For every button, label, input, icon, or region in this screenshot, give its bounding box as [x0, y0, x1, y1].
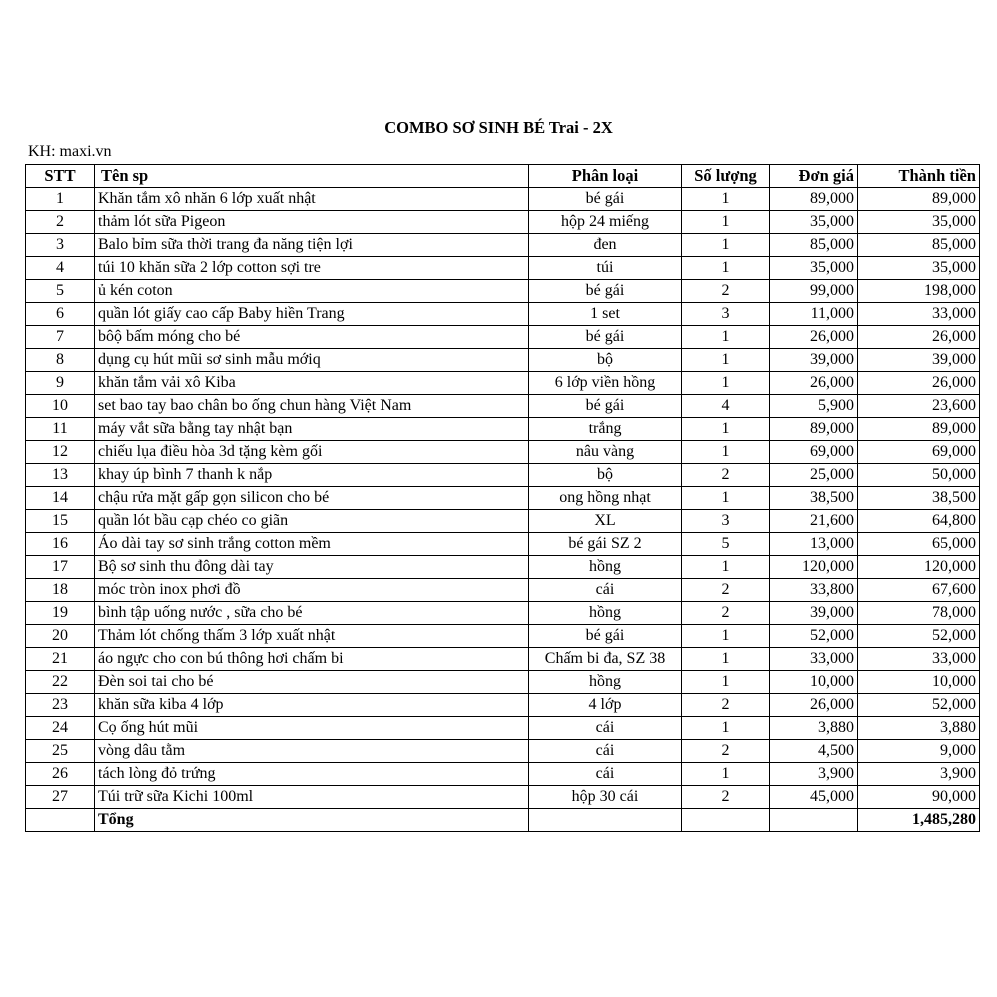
cell-amount: 52,000 — [858, 694, 980, 717]
cell-name: tách lòng đỏ trứng — [95, 763, 529, 786]
cell-stt: 13 — [26, 464, 95, 487]
cell-type: bé gái — [529, 625, 682, 648]
header-qty: Số lượng — [682, 165, 770, 188]
cell-name: chậu rửa mặt gấp gọn silicon cho bé — [95, 487, 529, 510]
cell-amount: 85,000 — [858, 234, 980, 257]
table-row — [26, 211, 980, 234]
cell-price: 35,000 — [770, 257, 858, 280]
header-price: Đơn giá — [770, 165, 858, 188]
cell-qty: 1 — [682, 625, 770, 648]
cell-qty: 1 — [682, 487, 770, 510]
cell-stt: 17 — [26, 556, 95, 579]
cell-price: 39,000 — [770, 602, 858, 625]
table-row — [26, 648, 980, 671]
cell-price: 39,000 — [770, 349, 858, 372]
table-row — [26, 602, 980, 625]
cell-price: 99,000 — [770, 280, 858, 303]
cell-name: máy vắt sữa bằng tay nhật bạn — [95, 418, 529, 441]
cell-stt: 1 — [26, 188, 95, 211]
cell-amount: 38,500 — [858, 487, 980, 510]
cell-name: túi 10 khăn sữa 2 lớp cotton sợi tre — [95, 257, 529, 280]
cell-price: 52,000 — [770, 625, 858, 648]
cell-stt: 20 — [26, 625, 95, 648]
cell-amount: 198,000 — [858, 280, 980, 303]
header-type: Phân loại — [529, 165, 682, 188]
table-row — [26, 510, 980, 533]
cell-amount: 69,000 — [858, 441, 980, 464]
cell-qty: 2 — [682, 464, 770, 487]
table-row — [26, 234, 980, 257]
cell-name: thảm lót sữa Pigeon — [95, 211, 529, 234]
header-amount: Thành tiền — [858, 165, 980, 188]
cell-price: 89,000 — [770, 418, 858, 441]
cell-price: 5,900 — [770, 395, 858, 418]
cell-price: 45,000 — [770, 786, 858, 809]
table-row — [26, 257, 980, 280]
table-row — [26, 303, 980, 326]
cell-qty: 2 — [682, 786, 770, 809]
cell-name: khăn tắm vải xô Kiba — [95, 372, 529, 395]
table-row — [26, 556, 980, 579]
cell-qty: 2 — [682, 740, 770, 763]
cell-type: Chấm bi đa, SZ 38 — [529, 648, 682, 671]
cell-amount: 9,000 — [858, 740, 980, 763]
cell-amount: 10,000 — [858, 671, 980, 694]
cell-stt: 24 — [26, 717, 95, 740]
total-empty-cell — [682, 809, 770, 832]
cell-amount: 52,000 — [858, 625, 980, 648]
cell-type: trắng — [529, 418, 682, 441]
cell-type: hồng — [529, 671, 682, 694]
cell-amount: 120,000 — [858, 556, 980, 579]
cell-amount: 89,000 — [858, 188, 980, 211]
cell-price: 4,500 — [770, 740, 858, 763]
total-empty-cell — [770, 809, 858, 832]
cell-amount: 67,600 — [858, 579, 980, 602]
cell-price: 26,000 — [770, 326, 858, 349]
cell-price: 26,000 — [770, 372, 858, 395]
cell-qty: 5 — [682, 533, 770, 556]
cell-name: áo ngực cho con bú thông hơi chấm bi — [95, 648, 529, 671]
total-empty-cell — [529, 809, 682, 832]
cell-stt: 25 — [26, 740, 95, 763]
cell-name: quần lót giấy cao cấp Baby hiền Trang — [95, 303, 529, 326]
cell-type: XL — [529, 510, 682, 533]
cell-type: hồng — [529, 556, 682, 579]
total-amount: 1,485,280 — [858, 809, 980, 832]
cell-amount: 65,000 — [858, 533, 980, 556]
order-table — [25, 164, 980, 832]
cell-price: 85,000 — [770, 234, 858, 257]
table-row — [26, 487, 980, 510]
cell-type: túi — [529, 257, 682, 280]
cell-amount: 64,800 — [858, 510, 980, 533]
cell-amount: 3,880 — [858, 717, 980, 740]
table-row — [26, 372, 980, 395]
header-stt: STT — [26, 165, 95, 188]
cell-name: Cọ ống hút mũi — [95, 717, 529, 740]
table-row — [26, 349, 980, 372]
cell-name: set bao tay bao chân bo ống chun hàng Việt Nam — [95, 395, 529, 418]
cell-name: bình tập uống nước , sữa cho bé — [95, 602, 529, 625]
cell-type: bé gái — [529, 280, 682, 303]
table-row — [26, 579, 980, 602]
cell-stt: 2 — [26, 211, 95, 234]
cell-qty: 1 — [682, 349, 770, 372]
cell-type: nâu vàng — [529, 441, 682, 464]
cell-qty: 2 — [682, 694, 770, 717]
cell-stt: 12 — [26, 441, 95, 464]
cell-price: 11,000 — [770, 303, 858, 326]
page-title: COMBO SƠ SINH BÉ Trai - 2X — [384, 118, 613, 137]
table-row — [26, 763, 980, 786]
cell-price: 33,000 — [770, 648, 858, 671]
cell-stt: 19 — [26, 602, 95, 625]
cell-price: 3,880 — [770, 717, 858, 740]
cell-qty: 1 — [682, 418, 770, 441]
cell-stt: 26 — [26, 763, 95, 786]
cell-amount: 23,600 — [858, 395, 980, 418]
cell-type: bé gái SZ 2 — [529, 533, 682, 556]
cell-name: khăn sữa kiba 4 lớp — [95, 694, 529, 717]
total-empty-cell — [26, 809, 95, 832]
cell-type: bé gái — [529, 326, 682, 349]
cell-price: 69,000 — [770, 441, 858, 464]
cell-name: khay úp bình 7 thanh k nắp — [95, 464, 529, 487]
table-row — [26, 418, 980, 441]
cell-name: Khăn tắm xô nhăn 6 lớp xuất nhật — [95, 188, 529, 211]
customer-label: KH: maxi.vn — [28, 143, 112, 160]
cell-stt: 23 — [26, 694, 95, 717]
cell-price: 21,600 — [770, 510, 858, 533]
table-header-row — [26, 165, 980, 188]
cell-name: Thảm lót chống thấm 3 lớp xuất nhật — [95, 625, 529, 648]
cell-qty: 1 — [682, 717, 770, 740]
table-row — [26, 625, 980, 648]
cell-name: ủ kén coton — [95, 280, 529, 303]
cell-amount: 35,000 — [858, 211, 980, 234]
cell-stt: 9 — [26, 372, 95, 395]
cell-price: 25,000 — [770, 464, 858, 487]
table-row — [26, 464, 980, 487]
cell-amount: 33,000 — [858, 303, 980, 326]
cell-type: bé gái — [529, 395, 682, 418]
cell-price: 13,000 — [770, 533, 858, 556]
cell-type: ong hồng nhạt — [529, 487, 682, 510]
table-row — [26, 533, 980, 556]
cell-qty: 1 — [682, 372, 770, 395]
cell-qty: 2 — [682, 280, 770, 303]
cell-price: 120,000 — [770, 556, 858, 579]
cell-qty: 1 — [682, 671, 770, 694]
table-row — [26, 280, 980, 303]
cell-type: cái — [529, 740, 682, 763]
cell-name: Túi trữ sữa Kichi 100ml — [95, 786, 529, 809]
cell-type: bộ — [529, 464, 682, 487]
cell-name: quần lót bầu cạp chéo co giãn — [95, 510, 529, 533]
cell-qty: 1 — [682, 211, 770, 234]
cell-price: 3,900 — [770, 763, 858, 786]
table-body — [26, 188, 980, 809]
table-row — [26, 717, 980, 740]
cell-type: hộp 24 miếng — [529, 211, 682, 234]
cell-name: Bộ sơ sinh thu đông dài tay — [95, 556, 529, 579]
cell-type: 6 lớp viền hồng — [529, 372, 682, 395]
cell-type: đen — [529, 234, 682, 257]
cell-stt: 14 — [26, 487, 95, 510]
cell-type: bộ — [529, 349, 682, 372]
cell-type: bé gái — [529, 188, 682, 211]
cell-qty: 1 — [682, 648, 770, 671]
cell-price: 38,500 — [770, 487, 858, 510]
cell-amount: 90,000 — [858, 786, 980, 809]
table-row — [26, 694, 980, 717]
cell-stt: 16 — [26, 533, 95, 556]
cell-qty: 1 — [682, 763, 770, 786]
cell-amount: 26,000 — [858, 326, 980, 349]
total-row — [26, 809, 980, 832]
cell-price: 10,000 — [770, 671, 858, 694]
cell-type: cái — [529, 717, 682, 740]
header-name: Tên sp — [95, 165, 529, 188]
cell-stt: 7 — [26, 326, 95, 349]
cell-name: Đèn soi tai cho bé — [95, 671, 529, 694]
cell-amount: 35,000 — [858, 257, 980, 280]
table-row — [26, 188, 980, 211]
cell-name: chiếu lụa điều hòa 3d tặng kèm gối — [95, 441, 529, 464]
cell-price: 35,000 — [770, 211, 858, 234]
cell-qty: 3 — [682, 510, 770, 533]
cell-qty: 1 — [682, 441, 770, 464]
cell-stt: 4 — [26, 257, 95, 280]
cell-qty: 1 — [682, 257, 770, 280]
cell-stt: 10 — [26, 395, 95, 418]
cell-amount: 50,000 — [858, 464, 980, 487]
cell-amount: 33,000 — [858, 648, 980, 671]
cell-stt: 8 — [26, 349, 95, 372]
cell-name: móc tròn inox phơi đồ — [95, 579, 529, 602]
table-row — [26, 441, 980, 464]
cell-name: Áo dài tay sơ sinh trắng cotton mềm — [95, 533, 529, 556]
table-row — [26, 740, 980, 763]
cell-type: 1 set — [529, 303, 682, 326]
cell-name: dụng cụ hút mũi sơ sinh mẫu mớiq — [95, 349, 529, 372]
total-label: Tổng — [95, 809, 529, 832]
table-row — [26, 786, 980, 809]
cell-stt: 5 — [26, 280, 95, 303]
cell-amount: 78,000 — [858, 602, 980, 625]
cell-type: hộp 30 cái — [529, 786, 682, 809]
cell-type: cái — [529, 579, 682, 602]
cell-stt: 22 — [26, 671, 95, 694]
cell-qty: 1 — [682, 188, 770, 211]
cell-stt: 3 — [26, 234, 95, 257]
cell-name: vòng dâu tằm — [95, 740, 529, 763]
cell-price: 33,800 — [770, 579, 858, 602]
cell-qty: 3 — [682, 303, 770, 326]
table-row — [26, 326, 980, 349]
cell-type: hồng — [529, 602, 682, 625]
cell-type: cái — [529, 763, 682, 786]
cell-stt: 27 — [26, 786, 95, 809]
cell-name: Balo bỉm sữa thời trang đa năng tiện lợi — [95, 234, 529, 257]
cell-stt: 18 — [26, 579, 95, 602]
cell-type: 4 lớp — [529, 694, 682, 717]
cell-amount: 26,000 — [858, 372, 980, 395]
cell-amount: 39,000 — [858, 349, 980, 372]
cell-qty: 1 — [682, 234, 770, 257]
cell-price: 89,000 — [770, 188, 858, 211]
cell-amount: 3,900 — [858, 763, 980, 786]
cell-stt: 11 — [26, 418, 95, 441]
cell-qty: 1 — [682, 326, 770, 349]
cell-qty: 4 — [682, 395, 770, 418]
cell-qty: 2 — [682, 579, 770, 602]
cell-qty: 1 — [682, 556, 770, 579]
cell-qty: 2 — [682, 602, 770, 625]
table-row — [26, 395, 980, 418]
cell-stt: 15 — [26, 510, 95, 533]
cell-price: 26,000 — [770, 694, 858, 717]
cell-name: bôộ bấm móng cho bé — [95, 326, 529, 349]
cell-amount: 89,000 — [858, 418, 980, 441]
cell-stt: 6 — [26, 303, 95, 326]
cell-stt: 21 — [26, 648, 95, 671]
table-row — [26, 671, 980, 694]
